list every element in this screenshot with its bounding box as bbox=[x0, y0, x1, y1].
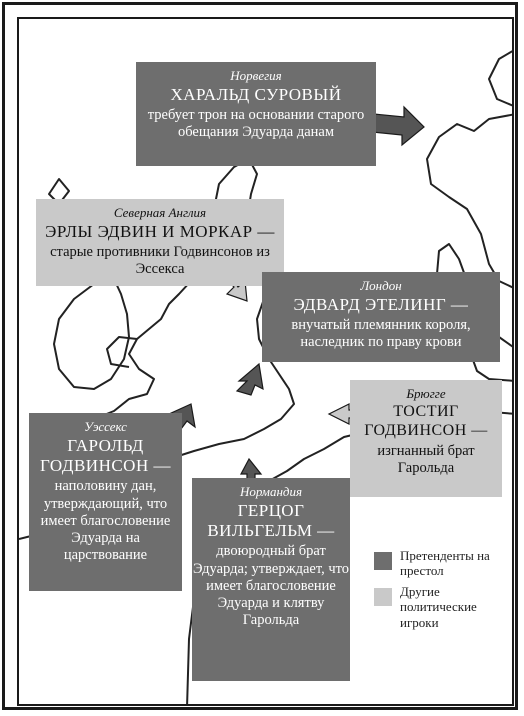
region-norway: Норвегия bbox=[230, 68, 282, 83]
map-outer-frame bbox=[2, 2, 518, 710]
region-normandy: Нормандия bbox=[239, 484, 303, 499]
name-tostig: ТОСТИГ ГОДВИНСОН — bbox=[364, 403, 488, 440]
box-norway bbox=[136, 62, 376, 166]
arrow-london bbox=[237, 364, 263, 395]
name-harold: ГАРОЛЬД ГОДВИНСОН — bbox=[40, 436, 171, 476]
legend-swatch-others bbox=[374, 588, 392, 606]
name-harald: ХАРАЛЬД СУРОВЫЙ bbox=[170, 85, 342, 105]
name-edgar-atheling: ЭДВАРД ЭТЕЛИНГ — bbox=[293, 295, 469, 315]
desc-william: двоюродный брат Эдуарда; утверждает, что имеет благословение Эдуарда и клятву Гарольда bbox=[192, 543, 350, 628]
desc-edgar-atheling: внучатый племянник короля, наследник по праву крови bbox=[291, 317, 471, 351]
legend-label-others: Другие политические игроки bbox=[400, 584, 477, 630]
scandinavia-coast bbox=[427, 114, 514, 289]
norway-coast bbox=[489, 49, 514, 107]
desc-harold: наполовину дан, утверждающий, что имеет благословение Эдуарда на царствование bbox=[40, 478, 171, 563]
box-london bbox=[262, 272, 500, 362]
name-william: ГЕРЦОГ ВИЛЬГЕЛЬМ — bbox=[207, 501, 335, 541]
desc-harald: требует трон на основании старого обещания Эдуарда данам bbox=[147, 107, 365, 141]
box-normandy bbox=[192, 478, 350, 681]
map-inner-frame bbox=[17, 17, 514, 706]
region-north-england: Северная Англия bbox=[113, 205, 207, 220]
box-bruges bbox=[350, 380, 502, 497]
desc-tostig: изгнанный брат Гарольда bbox=[377, 443, 475, 477]
region-london: Лондон bbox=[360, 278, 402, 293]
legend-swatch-claimants bbox=[374, 552, 392, 570]
region-bruges: Брюгге bbox=[406, 386, 446, 401]
arrow-norway bbox=[372, 107, 424, 145]
region-wessex: Уэссекс bbox=[84, 419, 127, 434]
box-wessex bbox=[29, 413, 182, 591]
legend-label-claimants: Претенденты на престол bbox=[400, 548, 490, 579]
name-edwin-morcar: ЭРЛЫ ЭДВИН И МОРКАР — bbox=[45, 222, 275, 242]
desc-edwin-morcar: старые противники Годвинсонов из Эссекса bbox=[50, 244, 270, 278]
ireland-coast bbox=[54, 279, 129, 389]
box-north-england bbox=[36, 199, 284, 286]
